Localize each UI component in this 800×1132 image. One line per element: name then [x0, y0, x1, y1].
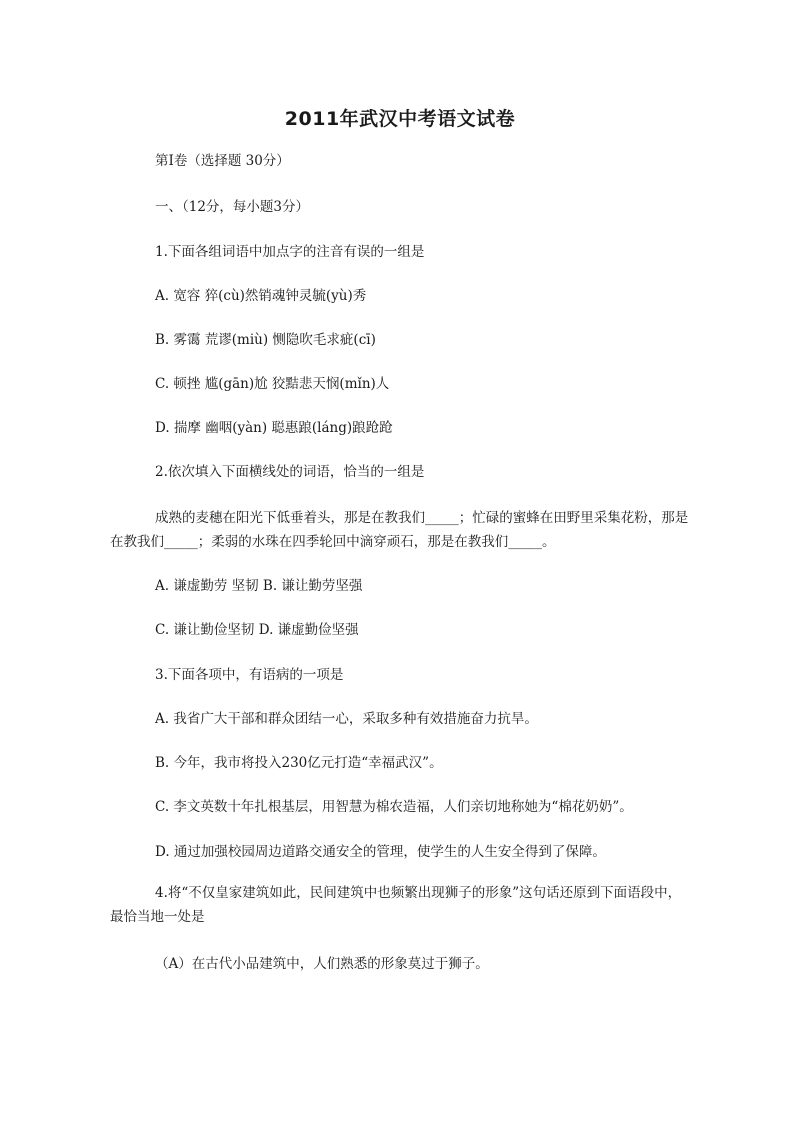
q3-option-c: C. 李文英数十年扎根基层，用智慧为棉农造福，人们亲切地称她为“棉花奶奶”。: [155, 799, 633, 815]
q4-item-a: （A）在古代小品建筑中，人们熟悉的形象莫过于狮子。: [155, 956, 489, 972]
q3-option-d: D. 通过加强校园周边道路交通安全的管理，使学生的人生安全得到了保障。: [155, 844, 606, 860]
q1-stem: 1.下面各组词语中加点字的注音有误的一组是: [155, 244, 425, 260]
q3-option-b: B. 今年，我市将投入230亿元打造“幸福武汉”。: [155, 755, 443, 771]
section-label: 第Ⅰ卷（选择题 30分）: [155, 153, 290, 169]
part-one-heading: 一、（12分，每小题3分）: [155, 199, 310, 215]
q1-option-d: D. 揣摩 幽咽(yàn) 聪惠踉(láng)踉跄跄: [155, 420, 393, 436]
q2-options-cd: C. 谦让勤俭坚韧 D. 谦虚勤俭坚强: [155, 622, 359, 638]
q1-option-a: A. 宽容 猝(cù)然销魂钟灵毓(yù)秀: [155, 288, 367, 304]
q2-passage: 成熟的麦穗在阳光下低垂着头，那是在教我们_____；忙碌的蜜蜂在田野里采集花粉，那是在教我们_____；柔弱的水珠在四季轮回中滴穿顽石，那是在教我们_____。: [110, 510, 689, 550]
q1-option-c: C. 顿挫 尴(gān)尬 狡黠悲天悯(mǐn)人: [155, 376, 390, 392]
exam-title: 2011年武汉中考语文试卷: [284, 108, 516, 130]
q3-option-a: A. 我省广大干部和群众团结一心，采取多种有效措施奋力抗旱。: [155, 711, 538, 727]
q3-stem: 3.下面各项中，有语病的一项是: [155, 667, 344, 683]
q1-option-b: B. 雾霭 荒谬(miù) 恻隐吹毛求疵(cī): [155, 332, 376, 348]
q4-stem: 4.将“不仅皇家建筑如此，民间建筑中也频繁出现狮子的形象”这句话还原到下面语段中，最恰当地一处是: [110, 885, 682, 925]
q2-options-ab: A. 谦虚勤劳 坚韧 B. 谦让勤劳坚强: [155, 578, 363, 594]
q2-stem: 2.依次填入下面横线处的词语，恰当的一组是: [155, 464, 425, 480]
